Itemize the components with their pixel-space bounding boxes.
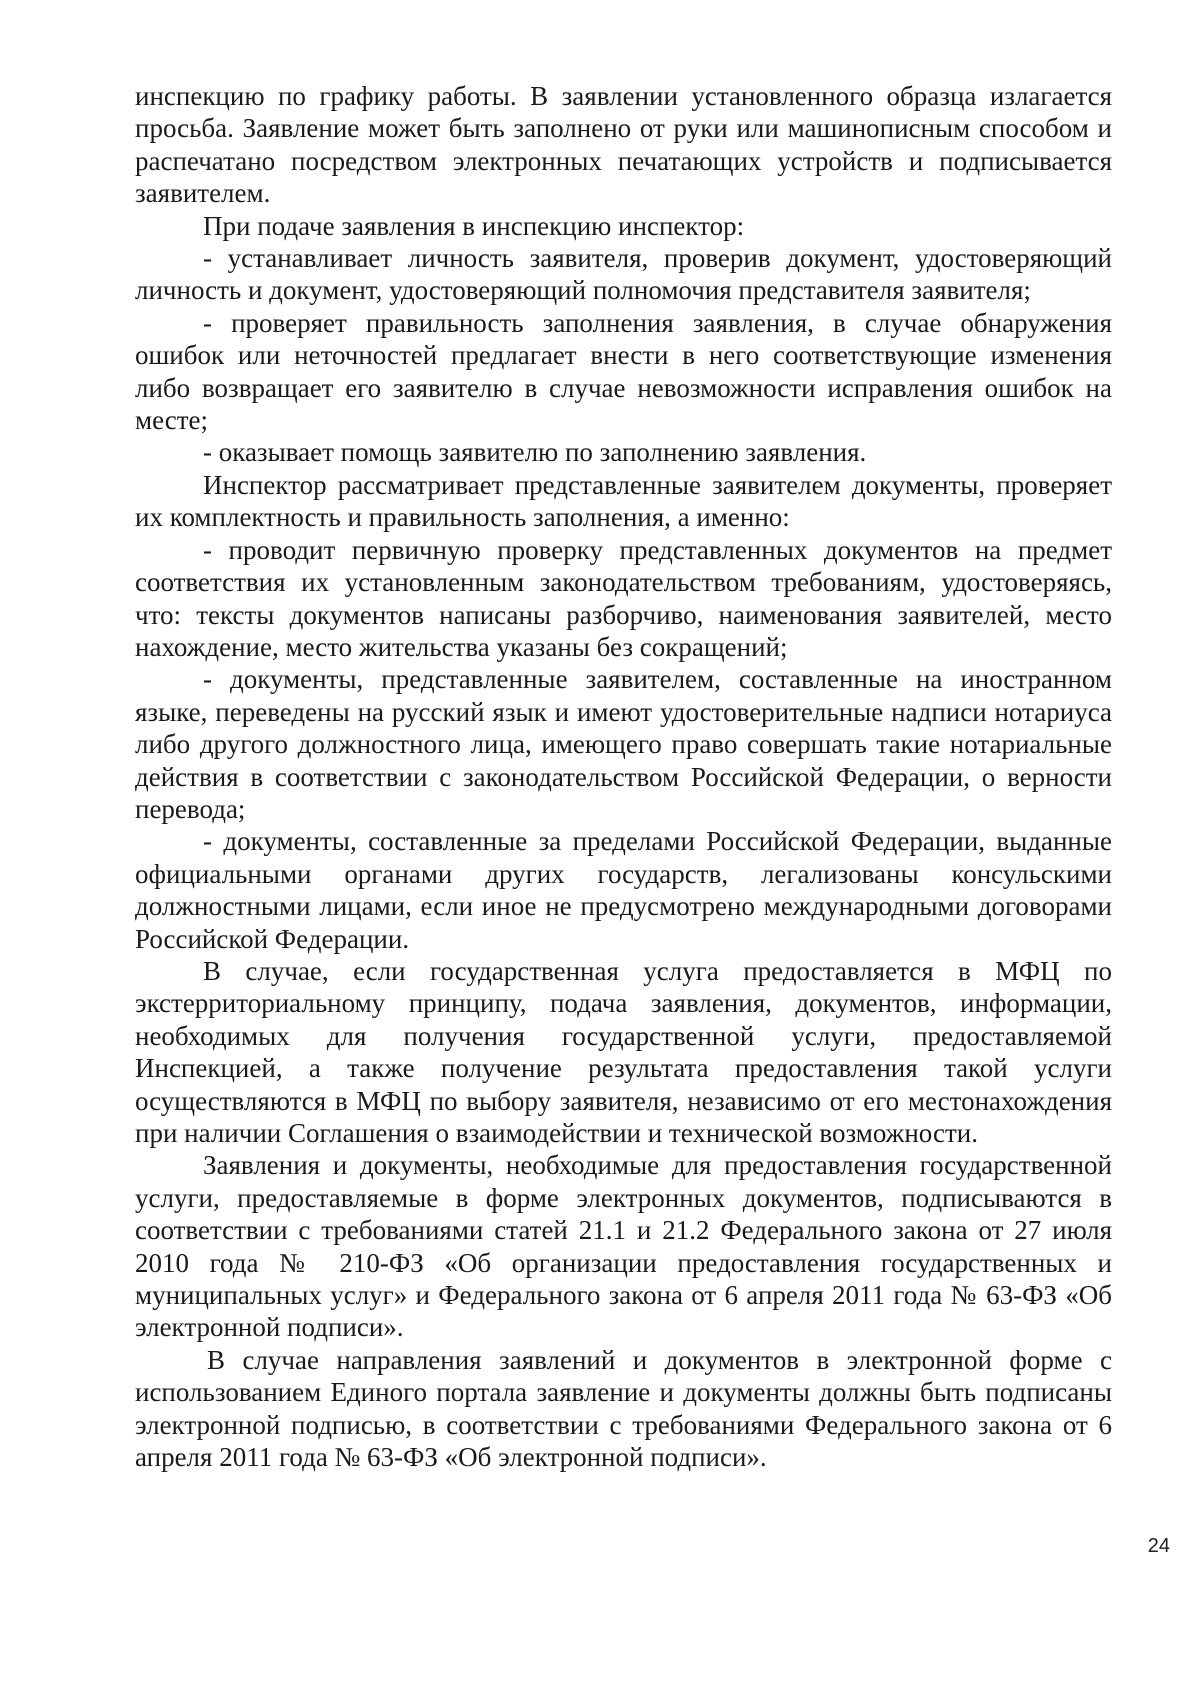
paragraph-form-check: - проверяет правильность заполнения заявления, в случае обнаружения ошибок или неточностей предлагает внести в него соответствующие изменения либо возвращает его заявителю в случае невозможности исправления ошибок на месте; (135, 307, 1112, 436)
paragraph-document-review: Инспектор рассматривает представленные заявителем документы, проверяет их комплектность и правильность заполнения, а именно: (135, 469, 1112, 533)
paragraph-assistance: - оказывает помощь заявителю по заполнению заявления. (203, 437, 867, 468)
paragraph-primary-check: - проводит первичную проверку представленных документов на предмет соответствия их установленным законодательством требованиям, удостоверяясь, что: тексты документов написаны разборчиво, наименования заявителей, место нахождение, место жительства указаны без сокращений; (135, 534, 1112, 662)
paragraph-legalization: - документы, составленные за пределами Российской Федерации, выданные официальными органами других государств, легализованы консульскими должностными лицами, если иное не предусмотрено международными договорами Российской Федерации. (135, 826, 1112, 954)
paragraph-electronic-documents: Заявления и документы, необходимые для предоставления государственной услуги, предоставляемые в форме электронных документов, подписываются в соответствии с требованиями статей 21.1 и 21.2 Федерального закона от 27 июля 2010 года № 210-ФЗ «Об организации предоставления государственных и муниципальных услуг» и Федерального закона от 6 апреля 2011 года № 63-ФЗ «Об электронной подписи». (135, 1150, 1112, 1343)
paragraph-foreign-language: - документы, представленные заявителем, составленные на иностранном языке, переведены на русский язык и имеют удостоверительные надписи нотариуса либо другого должностного лица, имеющего право совершать такие нотариальные действия в соответствии с законодательством Российской Федерации, о верности перевода; (135, 664, 1112, 824)
paragraph-mfc-extraterritorial: В случае, если государственная услуга предоставляется в МФЦ по экстерриториальному принципу, подача заявления, документов, информации, необходимых для получения государственной услуги, предоставляемой Инспекцией, а также получение результата предоставления такой услуги осуществляются в МФЦ по выбору заявителя, независимо от его местонахождения при наличии Соглашения о взаимодействии и технической возможности. (135, 955, 1112, 1148)
paragraph-inspector-duties-intro: При подаче заявления в инспекцию инспектор: (203, 210, 745, 241)
page-number: 24 (1147, 1535, 1170, 1557)
paragraph-identity-check: - устанавливает личность заявителя, проверив документ, удостоверяющий личность и документ, удостоверяющий полномочия представителя заявителя; (135, 243, 1112, 306)
paragraph-continuation: инспекцию по графику работы. В заявлении установленного образца излагается просьба. Заявление может быть заполнено от руки или машинописным способом и распечатано посредством электронных печатающих устройств и подписывается заявителем. (135, 81, 1112, 209)
paragraph-single-portal: В случае направления заявлений и документов в электронной форме с использованием Единого портала заявление и документы должны быть подписаны электронной подписью, в соответствии с требованиями Федерального закона от 6 апреля 2011 года № 63-ФЗ «Об электронной подписи». (135, 1344, 1112, 1473)
document-body (135, 80, 1112, 1473)
